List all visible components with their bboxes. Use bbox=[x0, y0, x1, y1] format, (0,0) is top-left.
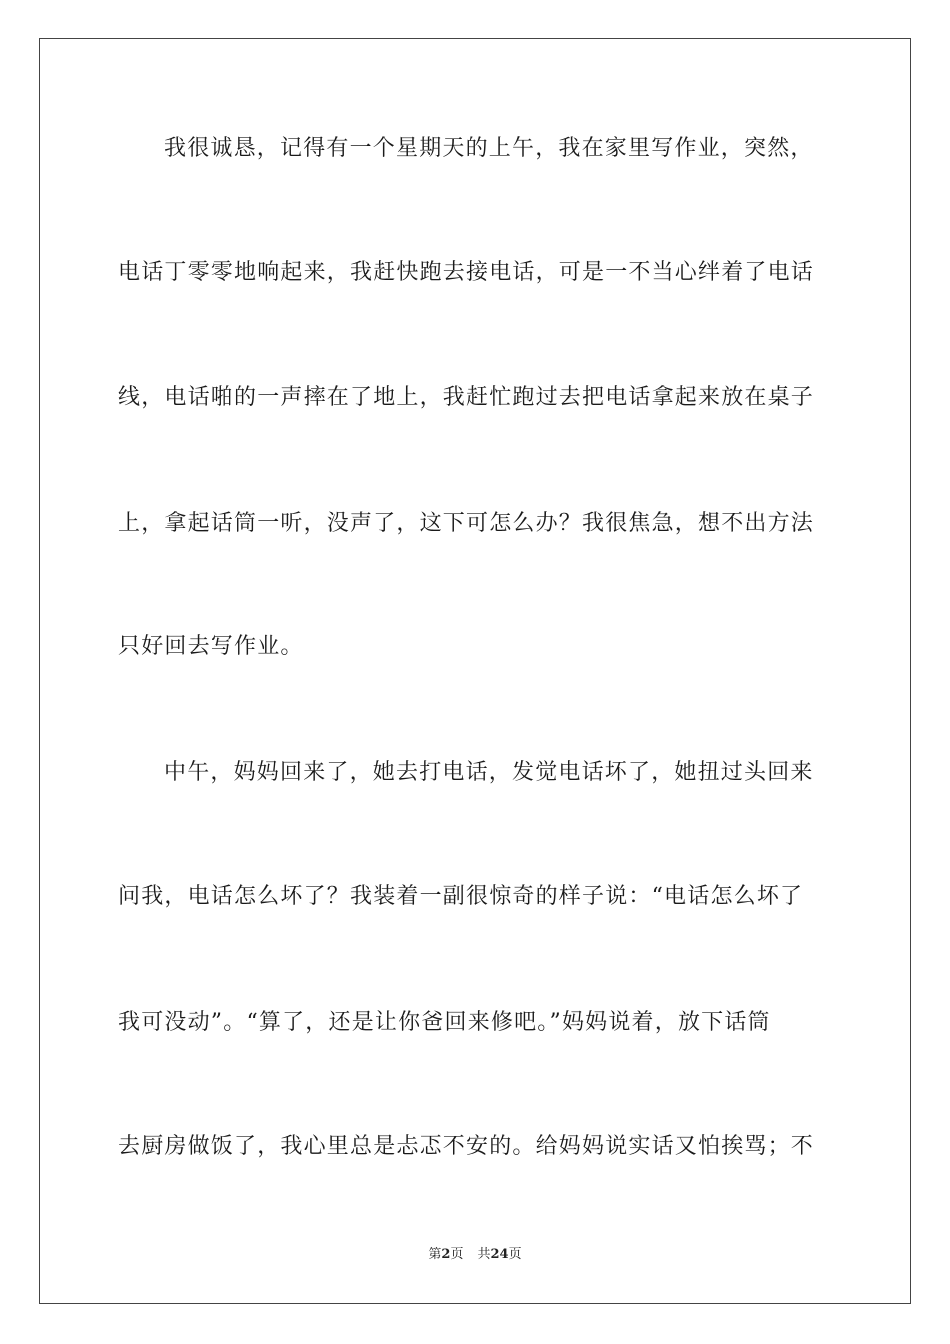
paragraph-2-line-3: 我可没动”。“算了，还是让你爸回来修吧。”妈妈说着，放下话筒 bbox=[118, 1010, 771, 1035]
total-pages: 24 bbox=[490, 1247, 509, 1262]
total-suffix: 页 bbox=[508, 1247, 522, 1262]
paragraph-1-line-3: 线，电话啪的一声摔在了地上，我赶忙跑过去把电话拿起来放在桌子 bbox=[118, 385, 815, 410]
paragraph-2-line-2: 问我，电话怎么坏了？我装着一副很惊奇的样子说：“电话怎么坏了 bbox=[118, 884, 804, 909]
page-prefix: 第 bbox=[428, 1247, 442, 1262]
page-suffix: 页 bbox=[450, 1247, 464, 1262]
paragraph-1-line-4: 上，拿起话筒一听，没声了，这下可怎么办？我很焦急，想不出方法 bbox=[118, 511, 815, 536]
page-number: 2 bbox=[441, 1247, 451, 1262]
page-frame bbox=[39, 38, 911, 1304]
paragraph-2-line-4: 去厨房做饭了，我心里总是忐忑不安的。给妈妈说实话又怕挨骂；不 bbox=[118, 1134, 815, 1159]
paragraph-1-line-2: 电话丁零零地响起来，我赶快跑去接电话，可是一不当心绊着了电话 bbox=[118, 260, 815, 285]
paragraph-1-line-5: 只好回去写作业。 bbox=[118, 634, 304, 659]
paragraph-2-line-1: 中午，妈妈回来了，她去打电话，发觉电话坏了，她扭过头回来 bbox=[164, 760, 814, 785]
paragraph-1-line-1: 我很诚恳，记得有一个星期天的上午，我在家里写作业，突然， bbox=[164, 136, 814, 161]
total-prefix: 共 bbox=[477, 1247, 491, 1262]
page-footer bbox=[0, 1245, 950, 1265]
